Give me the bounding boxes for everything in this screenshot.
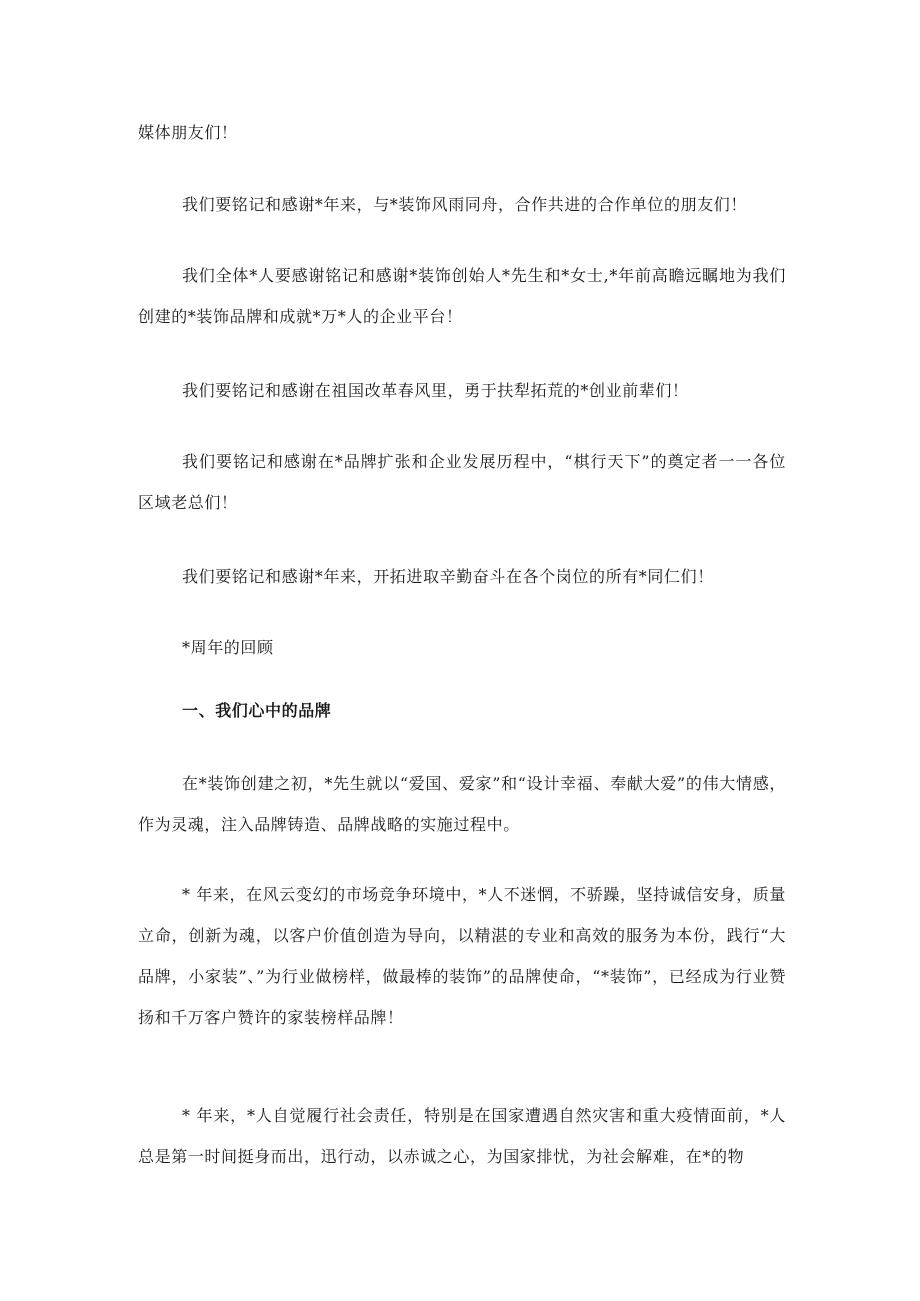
paragraph-thanks-regional-leaders: 我们要铭记和感谢在*品牌扩张和企业发展历程中，“棋行天下”的奠定者一一各位区域老总们！ — [138, 452, 786, 512]
paragraph-brand-origin: 在*装饰创建之初，*先生就以“爱国、爱家”和“设计幸福、奉献大爱”的伟大情感，作为灵魂，注入品牌铸造、品牌战略的实施过程中。 — [138, 774, 786, 834]
paragraph-closing-greeting: 媒体朋友们！ — [138, 123, 238, 142]
paragraph-brand-years: * 年来，在风云变幻的市场竞争环境中，*人不迷惘，不骄躁，坚持诚信安身，质量立命，创新为魂，以客户价值创造为导向，以精湛的专业和高效的服务为本份，践行“大品牌，小家装”、”为行业做榜样，做最棒的装饰”的品牌使命，“*装饰”，已经成为行业赞扬和千万客户赞许的家装榜样品牌！ — [138, 885, 786, 1027]
paragraph-anniversary-review: *周年的回顾 — [182, 638, 274, 657]
section-heading-brand: 一、我们心中的品牌 — [182, 701, 332, 720]
paragraph-social-responsibility: * 年来，*人自觉履行社会责任，特别是在国家遭遇自然灾害和重大疫情面前，*人总是第一时间挺身而出，迅行动，以赤诚之心，为国家排忧，为社会解难，在*的物 — [138, 1106, 786, 1166]
paragraph-thanks-founders: 我们全体*人要感谢铭记和感谢*装饰创始人*先生和*女士,*年前高瞻远瞩地为我们创建的*装饰品牌和成就*万*人的企业平台！ — [138, 266, 786, 326]
paragraph-thanks-partners: 我们要铭记和感谢*年来，与*装饰风雨同舟，合作共进的合作单位的朋友们！ — [182, 195, 748, 214]
paragraph-thanks-pioneers: 我们要铭记和感谢在祖国改革春风里，勇于扶犁拓荒的*创业前辈们！ — [182, 381, 689, 400]
paragraph-thanks-colleagues: 我们要铭记和感谢*年来，开拓进取辛勤奋斗在各个岗位的所有*同仁们！ — [182, 567, 714, 586]
